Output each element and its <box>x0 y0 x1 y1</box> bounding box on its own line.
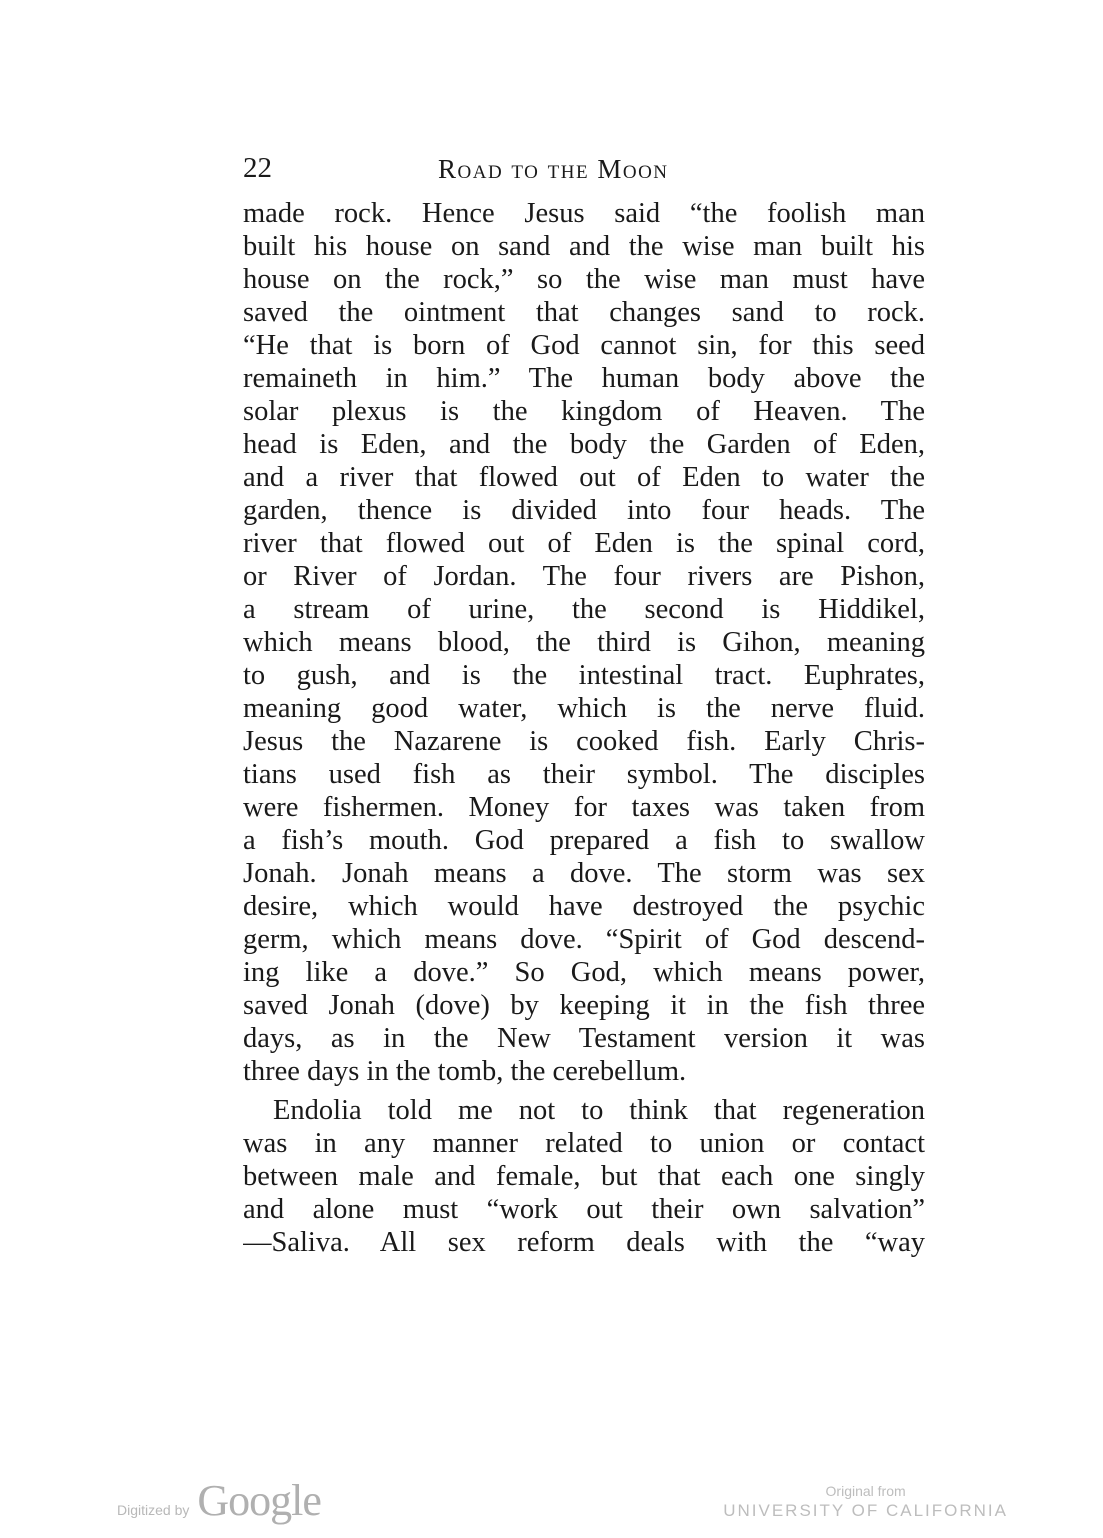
text-line: germ, which means dove. “Spirit of God descend- <box>243 924 925 955</box>
text-line: and a river that flowed out of Eden to water the <box>243 462 925 493</box>
text-line: made rock. Hence Jesus said “the foolish man <box>243 198 925 229</box>
text-line: —Saliva. All sex reform deals with the “way <box>243 1227 925 1258</box>
text-line: river that flowed out of Eden is the spinal cord, <box>243 528 925 559</box>
text-line: or River of Jordan. The four rivers are Pishon, <box>243 561 925 592</box>
text-line: Jonah. Jonah means a dove. The storm was sex <box>243 858 925 889</box>
text-line: remaineth in him.” The human body above the <box>243 363 925 394</box>
text-line: were fishermen. Money for taxes was taken from <box>243 792 925 823</box>
text-line: built his house on sand and the wise man built his <box>243 231 925 262</box>
text-line: Endolia told me not to think that regeneration <box>273 1095 925 1126</box>
text-line: “He that is born of God cannot sin, for this seed <box>243 330 925 361</box>
text-line: tians used fish as their symbol. The disciples <box>243 759 925 790</box>
paragraph-2 <box>243 1094 925 1259</box>
text-line: a fish’s mouth. God prepared a fish to swallow <box>243 825 925 856</box>
text-line: between male and female, but that each one singly <box>243 1161 925 1192</box>
book-title: Road to the Moon <box>438 154 669 184</box>
text-line: days, as in the New Testament version it was <box>243 1023 925 1054</box>
text-line: which means blood, the third is Gihon, meaning <box>243 627 925 658</box>
original-from-label: Original from <box>825 1483 906 1499</box>
text-line: desire, which would have destroyed the psychic <box>243 891 925 922</box>
text-line: Jesus the Nazarene is cooked fish. Early Chris- <box>243 726 925 757</box>
text-line: garden, thence is divided into four heads. The <box>243 495 925 526</box>
text-line: house on the rock,” so the wise man must have <box>243 264 925 295</box>
google-logo: Google <box>197 1476 321 1525</box>
running-head <box>243 152 925 196</box>
original-from-watermark <box>723 1483 1008 1521</box>
text-line: and alone must “work out their own salvation” <box>243 1194 925 1225</box>
text-line: a stream of urine, the second is Hiddikel, <box>243 594 925 625</box>
text-line: was in any manner related to union or contact <box>243 1128 925 1159</box>
text-line: to gush, and is the intestinal tract. Euphrates, <box>243 660 925 691</box>
university-label: UNIVERSITY OF CALIFORNIA <box>723 1501 1008 1520</box>
paragraph-1 <box>243 197 925 1088</box>
text-line: saved Jonah (dove) by keeping it in the fish three <box>243 990 925 1021</box>
page-number: 22 <box>243 152 272 184</box>
digitized-by-google-watermark <box>117 1475 321 1525</box>
text-line: ing like a dove.” So God, which means power, <box>243 957 925 988</box>
text-line: solar plexus is the kingdom of Heaven. The <box>243 396 925 427</box>
digitized-by-label: Digitized by <box>117 1502 190 1518</box>
text-line: head is Eden, and the body the Garden of Eden, <box>243 429 925 460</box>
text-line: saved the ointment that changes sand to rock. <box>243 297 925 328</box>
text-line: meaning good water, which is the nerve fluid. <box>243 693 925 724</box>
text-line: three days in the tomb, the cerebellum. <box>243 1056 687 1087</box>
body-text <box>243 197 925 1259</box>
